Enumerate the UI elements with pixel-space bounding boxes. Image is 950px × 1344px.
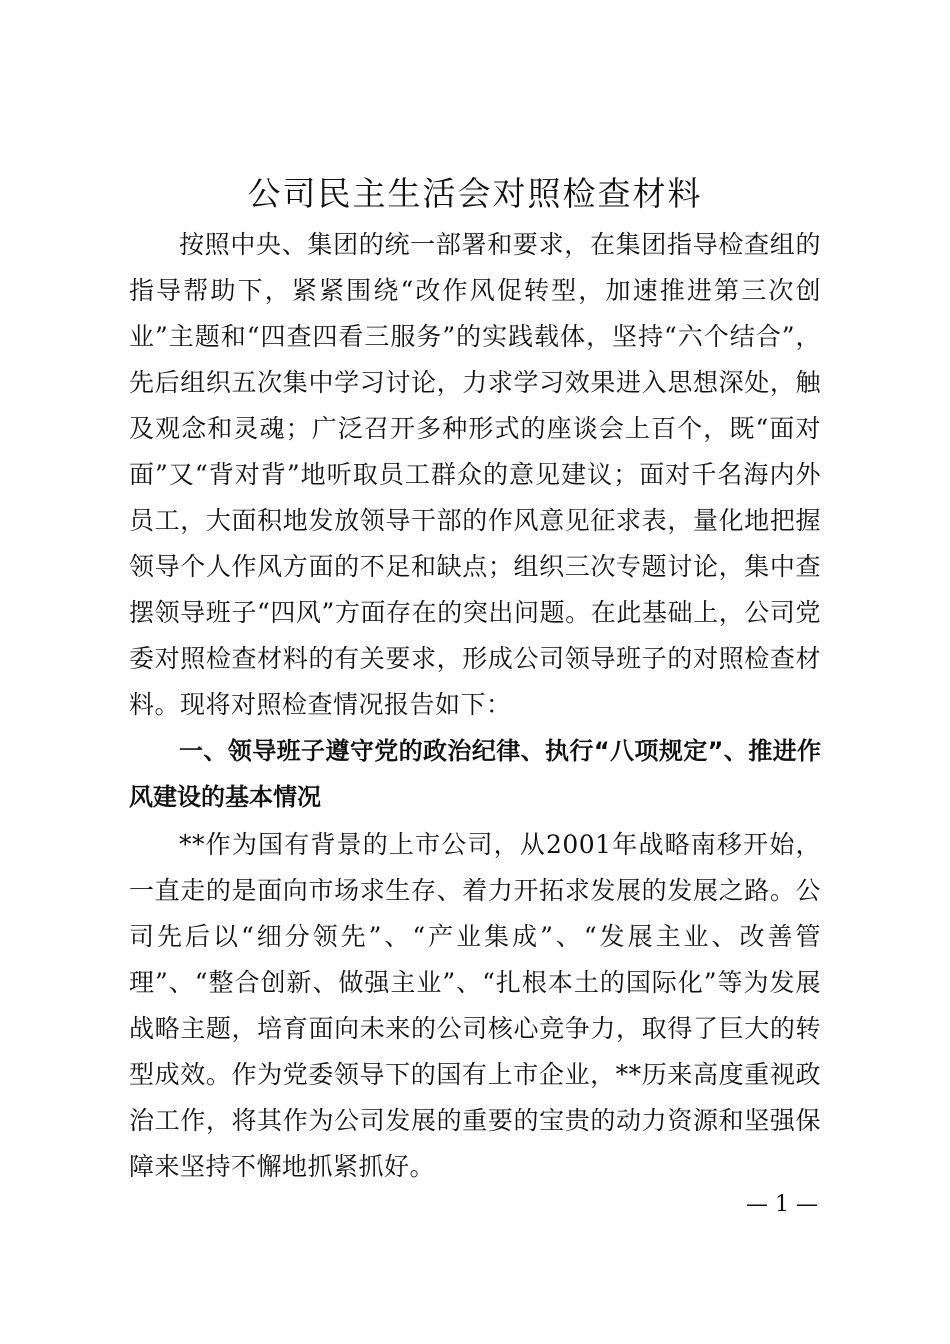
intro-paragraph: 按照中央、集团的统一部署和要求，在集团指导检查组的指导帮助下，紧紧围绕“改作风促转型，加速推进第三次创业”主题和“四查四看三服务”的实践载体，坚持“六个结合”，先后组织五次集中学习讨论，力求学习效果进入思想深处，触及观念和灵魂；广泛召开多种形式的座谈会上百个，既“面对面”又“背对背”地听取员工群众的意见建议；面对千名海内外员工，大面积地发放领导干部的作风意见征求表，量化地把握领导个人作风方面的不足和缺点；组织三次专题讨论，集中查摆领导班子“四风”方面存在的突出问题。在此基础上，公司党委对照检查材料的有关要求，形成公司领导班子的对照检查材料。现将对照检查情况报告如下： bbox=[129, 230, 821, 719]
section-heading-1: 一、领导班子遵守党的政治纪律、执行“八项规定”、推进作风建设的基本情况 bbox=[129, 737, 821, 811]
page-title: 公司民主生活会对照检查材料 bbox=[247, 174, 703, 213]
section-1-paragraph: **作为国有背景的上市公司，从2001年战略南移开始，一直走的是面向市场求生存、着力开拓求发展的发展之路。公司先后以“细分领先”、“产业集成”、“发展主业、改善管理”、“整合创新、做强主业”、“扎根本土的国际化”等为发展战略主题，培育面向未来的公司核心竞争力，取得了巨大的转型成效。作为党委领导下的国有上市企业，**历来高度重视政治工作，将其作为公司发展的重要的宝贵的动力资源和坚强保障来坚持不懈地抓紧抓好。 bbox=[129, 830, 821, 1181]
page-number: — 1 — bbox=[746, 1192, 818, 1217]
